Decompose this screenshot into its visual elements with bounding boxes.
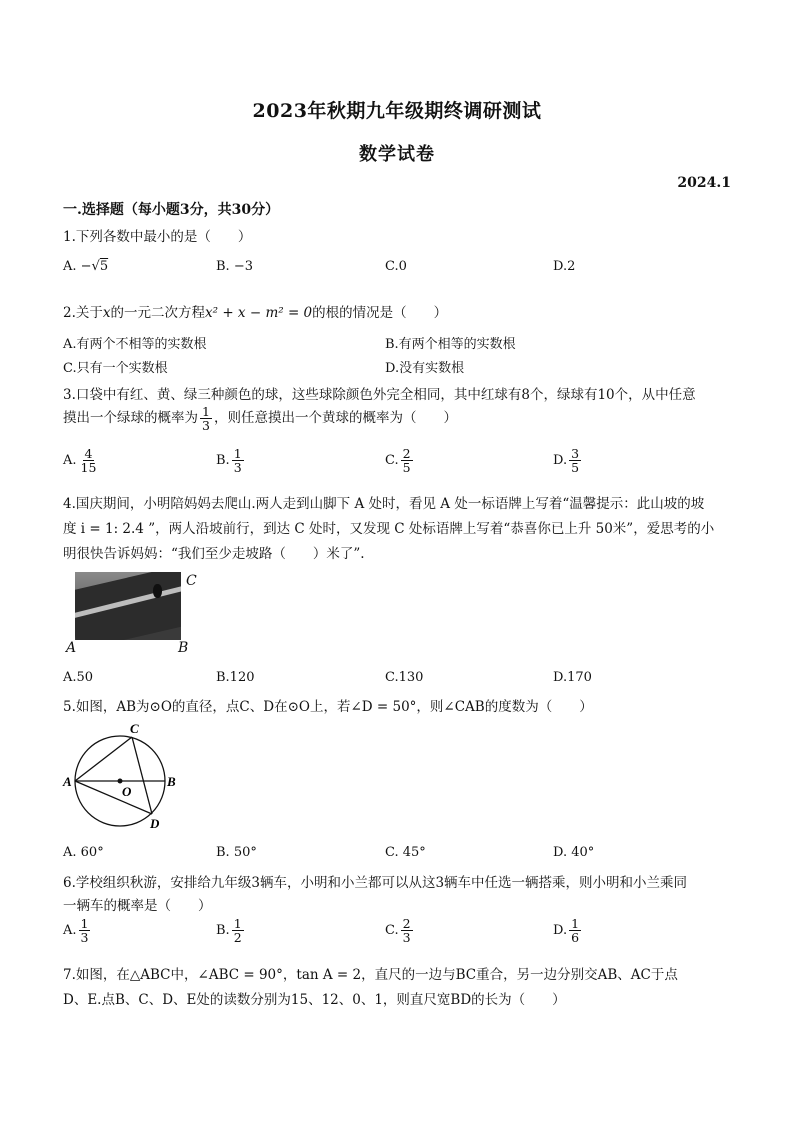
q4-option-b: B.120 — [216, 670, 255, 685]
q3-line2-a: 摸出一个绿球的概率为 — [63, 410, 198, 427]
q3-option-d-num: 3 — [571, 446, 580, 461]
question-6-line2: 一辆车的概率是（ ） — [63, 898, 212, 914]
q1-option-a-prefix: A. − — [63, 259, 92, 274]
question-4-line1: 4.国庆期间，小明陪妈妈去爬山.两人走到山脚下 A 处时，看见 A 处一标语牌上写着“温馨提示：此山坡的坡 — [63, 496, 705, 512]
q3-fraction-den: 3 — [202, 418, 210, 434]
q6-option-a-frac — [79, 917, 91, 944]
q1-option-a-root: 5 — [99, 259, 109, 274]
q6-option-b-num: 1 — [233, 916, 242, 931]
q6-option-d-num: 1 — [571, 916, 580, 931]
q2-option-a: A.有两个不相等的实数根 — [63, 337, 207, 352]
q5-option-d: D. 40° — [553, 845, 595, 860]
q3-option-a — [63, 447, 100, 474]
q6-option-c-label: C. — [385, 923, 399, 939]
question-7-line2: D、E.点B、C、D、E处的读数分别为15、12、0、1，则直尺宽BD的长为（ ） — [63, 992, 566, 1008]
q3-fraction-num: 1 — [202, 404, 210, 419]
q4-label-b: B — [178, 640, 189, 656]
q6-option-a-num: 1 — [80, 916, 89, 931]
q4-option-c: C.130 — [385, 670, 424, 685]
question-3-line2 — [63, 405, 457, 432]
q5-option-c: C. 45° — [385, 845, 426, 860]
q3-option-a-label: A. — [63, 453, 77, 469]
q6-option-c — [385, 917, 415, 944]
question-7-line1: 7.如图，在△ABC中，∠ABC = 90°，tan A = 2，直尺的一边与BC重合，另一边分别交AB、AC于点 — [63, 967, 678, 983]
q6-option-a — [63, 917, 92, 944]
question-4-line3: 明很快告诉妈妈：“我们至少走坡路（ ）米了”. — [63, 546, 365, 562]
q6-option-b-den: 2 — [233, 930, 242, 946]
q5-option-a: A. 60° — [63, 845, 104, 860]
q3-option-b-frac — [232, 447, 244, 474]
q1-option-a — [63, 259, 108, 274]
q3-option-d-den: 5 — [571, 460, 580, 476]
photo-sign-post — [153, 584, 162, 598]
label-b: B — [167, 774, 176, 789]
label-c: C — [130, 721, 139, 736]
q2-stem-c: 的根的情况是（ ） — [312, 305, 448, 321]
q6-option-b-frac — [232, 917, 244, 944]
q3-option-d — [553, 447, 583, 474]
page-title: 2023年秋期九年级期终调研测试 — [252, 100, 542, 122]
chord-ac — [75, 737, 132, 781]
label-o: O — [122, 784, 132, 799]
q3-option-c-num: 2 — [402, 446, 411, 461]
q6-option-d-label: D. — [553, 923, 568, 939]
q6-option-b — [216, 917, 246, 944]
q5-option-b: B. 50° — [216, 845, 257, 860]
q3-option-c-frac — [401, 447, 413, 474]
q6-option-b-label: B. — [216, 923, 230, 939]
q3-option-c — [385, 447, 415, 474]
q1-option-c: C.0 — [385, 259, 407, 274]
q3-line2-b: ，则任意摸出一个黄球的概率为（ ） — [213, 410, 457, 427]
chord-ad — [75, 781, 152, 814]
q2-option-b: B.有两个相等的实数根 — [385, 337, 516, 352]
sqrt-icon: √ — [91, 259, 100, 274]
q3-option-a-num: 4 — [84, 446, 93, 461]
q3-option-d-label: D. — [553, 453, 568, 469]
q6-option-c-frac — [401, 917, 413, 944]
q3-option-a-frac — [79, 447, 99, 474]
q3-option-d-frac — [569, 447, 581, 474]
question-3-line1: 3.口袋中有红、黄、绿三种颜色的球，这些球除颜色外完全相同，其中红球有8个，绿球有10个，从中任意 — [63, 387, 696, 403]
section-title: 一.选择题（每小题3分，共30分） — [63, 202, 280, 218]
q2-option-d: D.没有实数根 — [385, 361, 465, 376]
slope-photo — [75, 572, 181, 640]
exam-date: 2024.1 — [677, 175, 731, 191]
q3-option-b-num: 1 — [233, 446, 242, 461]
q4-option-d: D.170 — [553, 670, 592, 685]
circle-diagram — [60, 718, 190, 834]
q6-option-d-den: 6 — [571, 930, 580, 946]
question-4-line2: 度 i = 1: 2.4 ”，两人沿坡前行，到达 C 处时，又发现 C 处标语牌上写着“恭喜你已上升 50米”，爱思考的小 — [63, 521, 715, 537]
q2-var-x: x — [102, 305, 111, 321]
q6-option-a-den: 3 — [80, 930, 89, 946]
q4-label-a: A — [66, 640, 77, 656]
q1-option-b: B. −3 — [216, 259, 253, 274]
q4-label-c: C — [186, 573, 197, 589]
q4-option-a: A.50 — [63, 670, 94, 685]
question-1-stem: 1.下列各数中最小的是（ ） — [63, 229, 252, 245]
q6-option-d-frac — [569, 917, 581, 944]
chord-cd — [132, 737, 152, 814]
q3-option-c-den: 5 — [402, 460, 411, 476]
q6-option-a-label: A. — [63, 923, 77, 939]
q2-stem-b: 的一元二次方程 — [110, 305, 206, 321]
q3-option-c-label: C. — [385, 453, 399, 469]
q3-option-a-den: 15 — [80, 460, 97, 476]
label-a: A — [63, 774, 72, 789]
question-5-stem: 5.如图，AB为⊙O的直径，点C、D在⊙O上，若∠D = 50°，则∠CAB的度数为（ ） — [63, 699, 593, 715]
question-6-line1: 6.学校组织秋游，安排给九年级3辆车，小明和小兰都可以从这3辆车中任选一辆搭乘，则小明和小兰乘同 — [63, 875, 688, 891]
q2-equation: x² + x − m² = 0 — [205, 305, 313, 321]
center-point — [118, 779, 123, 784]
q6-option-d — [553, 917, 583, 944]
q6-option-c-den: 3 — [402, 930, 411, 946]
q6-option-c-num: 2 — [402, 916, 411, 931]
label-d: D — [150, 816, 160, 831]
question-2-stem — [63, 301, 447, 321]
q1-option-d: D.2 — [553, 259, 576, 274]
q3-option-b-den: 3 — [233, 460, 242, 476]
q3-option-b-label: B. — [216, 453, 230, 469]
page-subtitle: 数学试卷 — [359, 144, 435, 165]
q3-option-b — [216, 447, 246, 474]
q2-option-c: C.只有一个实数根 — [63, 361, 168, 376]
q3-fraction — [200, 405, 212, 432]
q2-stem-a: 2.关于 — [63, 305, 103, 321]
